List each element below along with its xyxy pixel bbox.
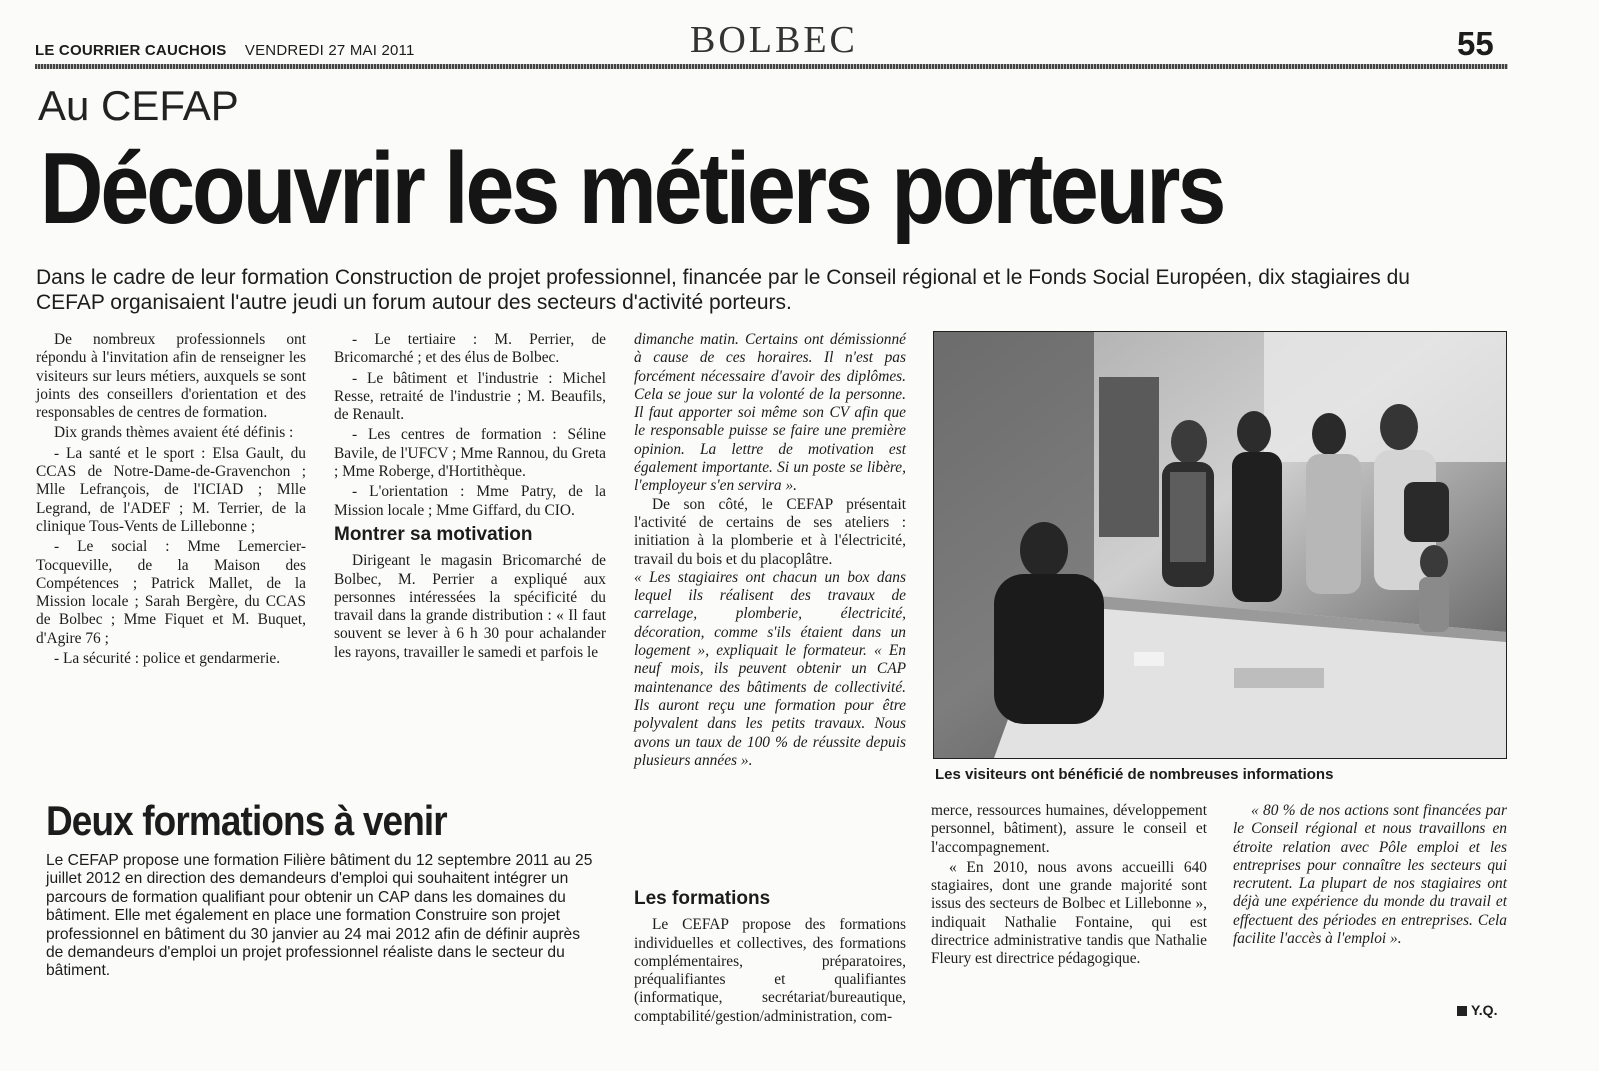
newspaper-name: LE COURRIER CAUCHOIS: [35, 42, 227, 59]
article-column-3: [634, 331, 906, 770]
subheading-motivation: Montrer sa motivation: [334, 523, 533, 545]
box-text: Le CEFAP propose une formation Filière bâtiment du 12 septembre 2011 au 25 juillet 2012 en direction des demandeurs d'emploi qui souhaitent intégrer un parcours de formation qualifiant pour obtenir un CAP dans les domaines du bâtiment. Elle met également en place une formation Construire son projet professionnel en bâtiment du 30 janvier au 24 mai 2012 afin de définir auprès de demandeurs d'emploi un projet professionnel réaliste dans le secteur du bâtiment.: [46, 852, 593, 980]
paragraph: - La sécurité : police et gendarmerie.: [54, 650, 281, 668]
paragraph: - Le bâtiment et l'industrie : Michel Resse, retraité de l'industrie ; M. Beaufils, de Renault.: [334, 369, 606, 424]
article-headline: Découvrir les métiers porteurs: [40, 133, 1224, 245]
article-column-3-lower: [634, 890, 906, 1026]
paragraph: De nombreux professionnels ont répondu à l'invitation afin de renseigner les visiteurs sur leurs métiers, auxquels se sont joints des conseillers d'orientation et des responsables de centres de formation.: [36, 331, 306, 422]
paragraph: De son côté, le CEFAP présentait l'activité de certains de ses ateliers : initiation à la plomberie et à l'électricité, travail du bois et du placoplâtre.: [634, 495, 906, 568]
quote-paragraph: « 80 % de nos actions sont financées par le Conseil régional et nous travaillons en étroite relation avec Pôle emploi et les entreprises pour connaître les secteurs qui recrutent. La plupart de nos stagiaires ont déjà une expérience du monde du travail et effectuent des périodes en entreprises. Cela facilite l'accès à l'emploi ».: [1233, 802, 1507, 948]
paragraph: Le CEFAP propose des formations individuelles et collectives, des formations complémentaires, préparatoires, préqualifiantes et qualifiantes (informatique, secrétariat/bureautique, comptabilité/gestion/administration, com-: [634, 916, 906, 1025]
author-signature: [1457, 1002, 1497, 1018]
article-photo: [933, 331, 1507, 759]
article-column-5: [1233, 802, 1507, 948]
article-kicker: Au CEFAP: [38, 82, 239, 129]
issue-date: VENDREDI 27 MAI 2011: [244, 42, 415, 59]
paragraph: - Le social : Mme Lemercier-Tocqueville, de la Maison des Compétences ; Patrick Mallet, de la Mission locale ; Sarah Bergère, du CCAS de Bolbec ; Mme Fiquet et M. Buquet, d'Agire 76 ;: [36, 538, 306, 647]
photo-caption: Les visiteurs ont bénéficié de nombreuses informations: [935, 766, 1334, 783]
page-number: 55: [1457, 25, 1494, 62]
paragraph: - Le tertiaire : M. Perrier, de Bricomarché ; et des élus de Bolbec.: [334, 331, 606, 367]
paragraph: merce, ressources humaines, développement personnel, bâtiment), assure le conseil et l'accompagnement.: [931, 802, 1207, 856]
signature-square-icon: [1457, 1006, 1467, 1016]
article-column-4: [931, 802, 1207, 969]
masthead-rule: [35, 64, 1508, 69]
masthead: [35, 42, 415, 59]
article-column-2: [334, 331, 606, 662]
signature-initials: Y.Q.: [1471, 1002, 1498, 1018]
quote-paragraph: « Les stagiaires ont chacun un box dans lequel ils réalisent des travaux de carrelage, plomberie, électricité, décoration, comme s'ils étaient dans un logement », expliquait le formateur. « En neuf mois, ils peuvent obtenir un CAP maintenance des bâtiments de collectivité. Ils auront reçu une formation pour être polyvalent dans les petits travaux. Nous avons un taux de 100 % de réussite depuis plusieurs années ».: [634, 568, 906, 769]
quote-paragraph: dimanche matin. Certains ont démissionné à cause de ces horaires. Il n'est pas forcément nécessaire d'avoir des diplômes. Cela se joue sur la volonté de la personne. Il faut apporter soi même son CV afin que le responsable puisse se faire une première opinion. La lettre de motivation est également importante. Si un poste se libère, l'employeur s'en servira ».: [634, 331, 906, 495]
section-title: BOLBEC: [690, 19, 858, 61]
paragraph: « En 2010, nous avons accueilli 640 stagiaires, dont une grande majorité sont issus des secteurs de Bolbec et Lillebonne », indiquait Nathalie Fontaine, qui est directrice administrative tandis que Nathalie Fleury est directrice pédagogique.: [931, 858, 1207, 968]
subheading-formations: Les formations: [634, 888, 771, 909]
box-title: Deux formations à venir: [46, 797, 447, 844]
paragraph: - Les centres de formation : Séline Bavile, de l'UFCV ; Mme Rannou, du Greta ; Mme Roberge, d'Hortithèque.: [334, 426, 606, 481]
paragraph: Dirigeant le magasin Bricomarché de Bolbec, M. Perrier a expliqué aux personnes intéressées la spécificité du travail dans la grande distribution : « Il faut souvent se lever à 6 h 30 pour achalander les rayons, travailler le samedi et parfois le: [334, 552, 606, 661]
article-standfirst: Dans le cadre de leur formation Construction de projet professionnel, financée par le Conseil régional et le Fonds Social Européen, dix stagiaires du CEFAP organisaient l'autre jeudi un forum autour des secteurs d'activité porteurs.: [36, 266, 1410, 314]
article-column-1: [36, 331, 306, 668]
paragraph: - L'orientation : Mme Patry, de la Mission locale ; Mme Giffard, du CIO.: [334, 483, 606, 519]
paragraph: - La santé et le sport : Elsa Gault, du CCAS de Notre-Dame-de-Gravenchon ; Mlle Lefrançois, de l'ICIAD ; Mlle Legrand, de l'ADEF ; M. Terrier, de la clinique Tous-Vents de Lillebonne ;: [36, 444, 306, 535]
paragraph: Dix grands thèmes avaient été définis :: [54, 424, 294, 442]
photo-image: [934, 332, 1506, 758]
